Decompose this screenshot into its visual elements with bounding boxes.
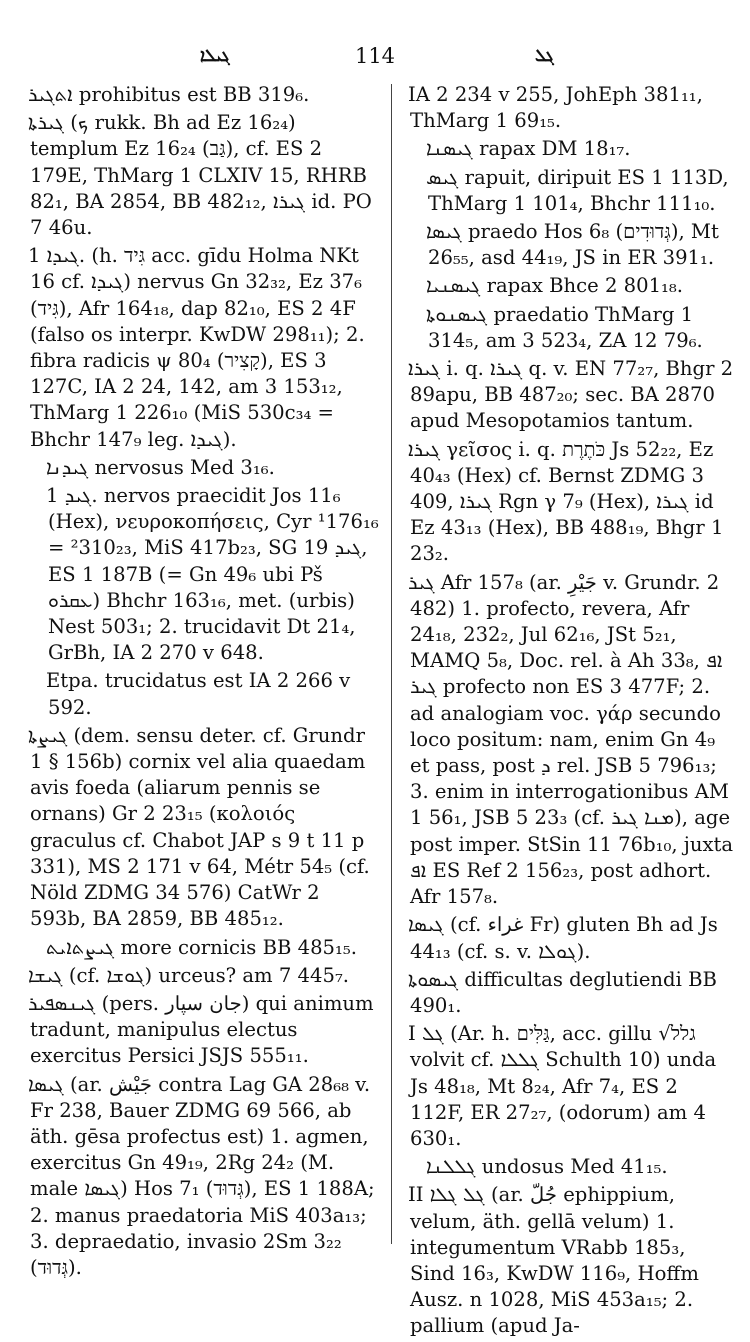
entry-iq-en: ܓܝܪܐ i. q. ܓܝܪܐ q. v. EN 77₂₇, Bhgr 2 89apu, BB 487₂₀; sec. BA 2870 apud Mesopotamios tantum. bbox=[408, 357, 734, 433]
entry-continuation: IA 2 234 v 255, JohEph 381₁₁, ThMarg 1 69₁₅. bbox=[408, 83, 703, 133]
entry-geisos: ܓܝܪܐ γεῖσος i. q. כֹּתֶרֶת Js 52₂₂, Ez 40₄₃ (Hex) cf. Bernst ZDMG 3 409, ܓܝܪܐ Rgn γ 7₉ (Hex), ܓܝܪܐ id Ez 43₁₃ (Hex), BB 488₁₉, Bhgr 1 23₂. bbox=[408, 437, 724, 566]
entry-prohibitus: ܐܬܓܝܪ prohibitus est BB 319₆. bbox=[28, 83, 310, 106]
entry-difficultas: ܓܝܣܘܬܐ difficultas deglutiendi BB 490₁. bbox=[408, 967, 717, 1017]
entry-profecto: ܓܝܪ Afr 157₈ (ar. جَيْرِ v. Grundr. 2 482) 1. profecto, revera, Afr 24₁₈, 232₂, Jul 62₁₆, JSt 5₂₁, MAMQ 5₈, Doc. rel. à Ah 33₈, ܐܦ ܓܝܪ profecto non ES 3 477F; 2. ad analogiam voc. γάρ secundo loco positum: nam, enim Gn 4₉ et pass, post ܕ rel. JSB 5 796₁₃; 3. enim in interrogationibus AM 1 56₁, JSB 5 23₃ (cf. ܡܢܐ ܓܝܪ), age post imper. StSin 11 76b₁₀, juxta ܐܦ ES Ref 2 156₂₃, post adhort. Afr 157₈. bbox=[408, 570, 734, 909]
entry-rapuit: ܓܝܣ rapuit, diripuit ES 1 113D, ThMarg 1 101₄, Bhchr 111₁₀. bbox=[426, 165, 729, 215]
page-number: 114 bbox=[354, 44, 396, 68]
entry-rapax-dm: ܓܝܣܢܐ rapax DM 18₁₇. bbox=[426, 137, 631, 161]
running-head-left: ܓܝܠܐ bbox=[200, 46, 230, 66]
entry-urceus: ܓܝܫܐ (cf. ܓܘܫܐ) urceus? am 7 445₇. bbox=[28, 963, 350, 987]
page-header bbox=[0, 44, 750, 74]
entry-cornix: ܓܝܨܬܐ (dem. sensu deter. cf. Grundr 1 § 156b) cornix vel alia quaedam avis foeda (aliarum pennis se ornans) Gr 2 23₁₅ (κολοιός graculus cf. Chabot JAP s 9 t 11 p 331), MS 2 171 v 64, Métr 54₅ (cf. Nöld ZDMG 34 576) CatWr 2 593b, BA 2859, BB 485₁₂. bbox=[28, 723, 370, 931]
entry-nervosus: ܓܝܕܢܐ nervosus Med 3₁₆. bbox=[46, 455, 275, 479]
entry-more-cornicis: ܓܝܨܬܐܝܬ more cornicis BB 485₁₅. bbox=[46, 935, 357, 959]
entry-praedo: ܓܝܣܐ praedo Hos 6₈ (גְּדוּדִים), Mt 26₅₅, asd 44₁₉, JS in ER 391₁. bbox=[426, 220, 719, 270]
entry-templum: ܓܝܪܬܐ (ܟ rukk. Bh ad Ez 16₂₄) templum Ez 16₂₄ (גַּב), cf. ES 2 179E, ThMarg 1 CLXIV 15, RHRB 82₁, BA 2854, BB 482₁₂, ܓܝܪܐ id. PO 7 46u. bbox=[28, 111, 372, 240]
entry-manipulus: ܓܝܢܣܦܝܪ (pers. جان سپار) qui animum tradunt, manipulus electus exercitus Persici JSJS 555₁₁. bbox=[28, 991, 374, 1068]
column-divider bbox=[391, 84, 392, 1244]
left-column bbox=[30, 82, 380, 1283]
entry-ephippium: II ܓܠ ܓܠܐ (ar. جُلّ ephippium, velum, äth. gellā velum) 1. integumentum VRabb 185₃, Sind 16₃, KwDW 116₉, Hoffm Ausz. n 1028, MiS 453a₁₅; 2. pallium (apud Ja- bbox=[408, 1183, 699, 1338]
entry-etpa-trucidatus: Etpa. trucidatus est IA 2 266 v 592. bbox=[46, 669, 351, 719]
right-column bbox=[410, 82, 735, 1342]
entry-praedatio: ܓܝܣܢܘܬܐ praedatio ThMarg 1 314₅, am 3 523₄, ZA 12 79₆. bbox=[426, 302, 703, 352]
entry-undosus: ܓܠܠܢܐ undosus Med 41₁₅. bbox=[426, 1155, 668, 1179]
entry-nervos-praecidit: ܓܝܕ 1. nervos praecidit Jos 11₆ (Hex), νευροκοπήσεις, Cyr ¹176₁₆ = ²310₂₃, MiS 417b₂₃, SG ܓܝܕ 19, ES 1 187B (= Gn 49₆ ubi Pš ܥܩܪܘ) Bhchr 163₁₆, met. (urbis) Nest 503₁; 2. trucidavit Dt 21₄, GrBh, IA 2 270 v 648. bbox=[46, 484, 379, 665]
entry-unda: I ܓܠ (Ar. h. גַּלִּים, acc. gillu √גלל volvit cf. ܓܠܠܐ Schulth 10) unda Js 48₁₈, Mt 8₂₄, Afr 7₄, ES 2 112F, ER 27₂₇, (odorum) am 4 630₁. bbox=[408, 1022, 717, 1150]
entry-agmen: ܓܝܣܐ (ar. جَيْش contra Lag GA 28₆₈ v. Fr 238, Bauer ZDMG 69 566, ab äth. gēsa profectus est) 1. agmen, exercitus Gn 49₁₉, 2Rg 24₂ (M. male ܓܝܣܐ) Hos 7₁ (גְּדוּד), ES 1 188A; 2. manus praedatoria MiS 403a₁₃; 3. depraedatio, invasio 2Sm 3₂₂ (גְּדוּד). bbox=[28, 1072, 375, 1279]
entry-nervus: ܓܝܕܐ 1. (h. גִּיד acc. gīdu Holma NKt 16 cf. ܓܝܕܐ) nervus Gn 32₃₂, Ez 37₆ (גִּיד), Afr 164₁₈, dap 82₁₀, ES 2 4F (falso os interpr. KwDW 298₁₁); 2. fibra radicis ψ 80₄ (קָצִיר), ES 3 127C, IA 2 24, 142, am 3 153₁₂, ThMarg 1 226₁₀ (MiS 530c₃₄ = Bhchr 147₉ leg. ܓܝܕܐ). bbox=[28, 244, 365, 451]
entry-rapax-bhce: ܓܝܣܢܝܐ rapax Bhce 2 801₁₈. bbox=[426, 274, 684, 298]
entry-gluten: ܓܝܣܐ (cf. غراء Fr) gluten Bh ad Js 44₁₃ (cf. s. v. ܓܘܠܐ). bbox=[408, 913, 718, 963]
running-head-right: ܓܠ bbox=[535, 46, 555, 66]
